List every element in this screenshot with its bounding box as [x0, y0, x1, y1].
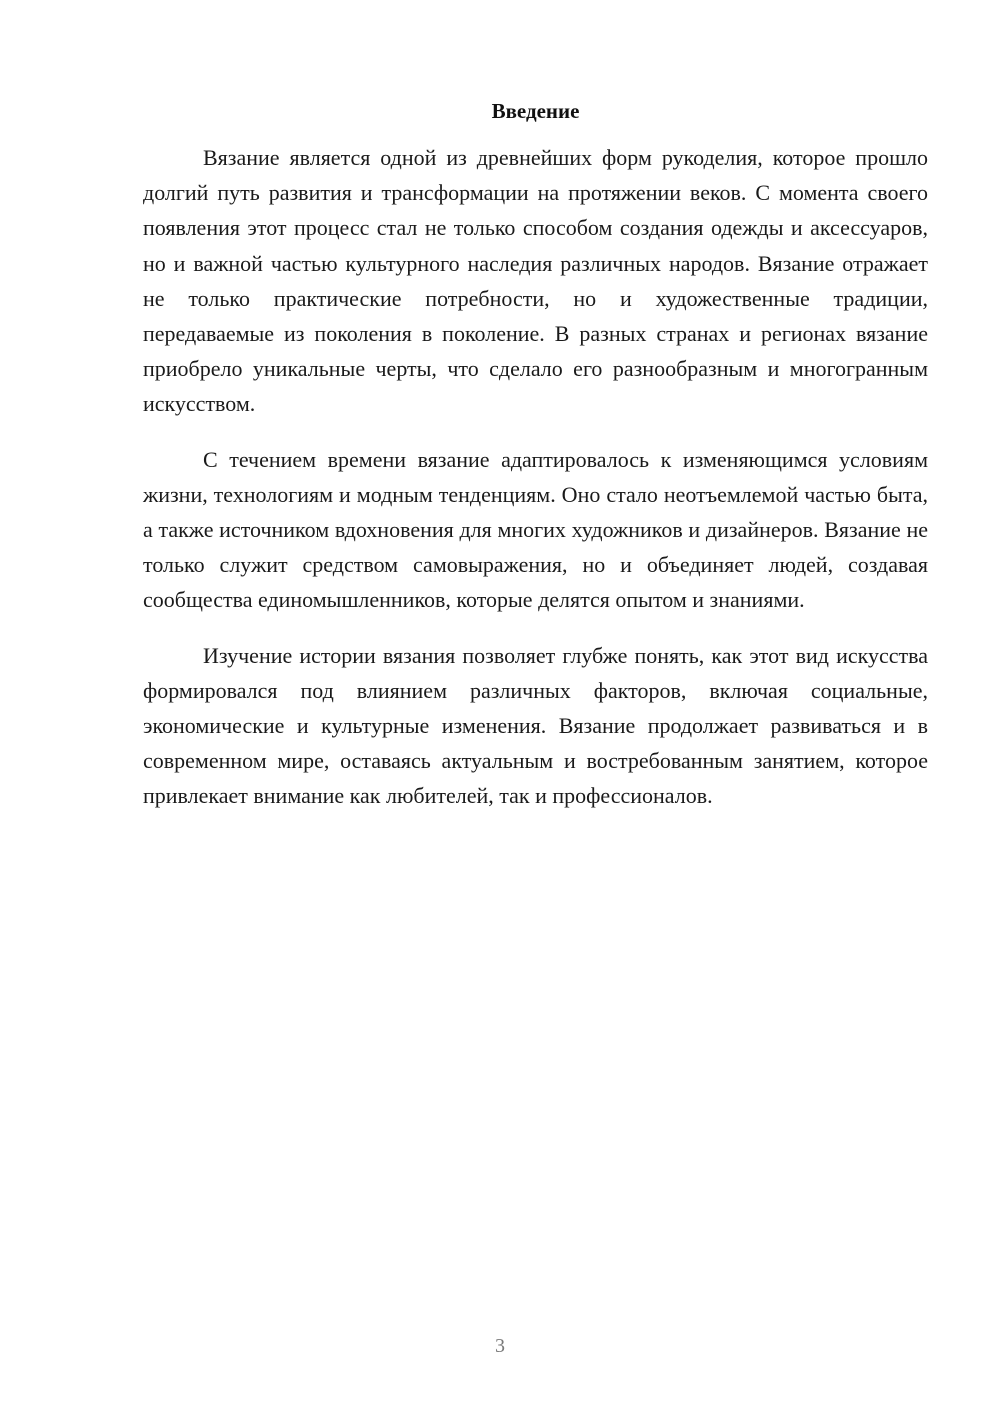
- page-number: 3: [495, 1335, 505, 1357]
- paragraph-2: С течением времени вязание адаптировалось к изменяющимся условиям жизни, технологиям и модным тенденциям. Оно стало неотъемлемой частью быта, а также источником вдохновения для многих художников и дизайнеров. Вязание не только служит средством самовыражения, но и объединяет людей, создавая сообщества единомышленников, которые делятся опытом и знаниями.: [143, 446, 928, 613]
- section-title: Введение: [491, 99, 580, 123]
- paragraph-1: Вязание является одной из древнейших форм рукоделия, которое прошло долгий путь развития и трансформации на протяжении веков. С момента своего появления этот процесс стал не только способом создания одежды и аксессуаров, но и важной частью культурного наследия различных народов. Вязание отражает не только практические потребности, но и художественные традиции, передаваемые из поколения в поколение. В разных странах и регионах вязание приобрело уникальные черты, что сделало его разнообразным и многогранным искусством.: [143, 145, 928, 417]
- paragraph-3: Изучение истории вязания позволяет глубже понять, как этот вид искусства формировался под влиянием различных факторов, включая социальные, экономические и культурные изменения. Вязание продолжает развиваться и в современном мире, оставаясь актуальным и востребованным занятием, которое привлекает внимание как любителей, так и профессионалов.: [143, 642, 928, 809]
- page-content: [143, 96, 928, 834]
